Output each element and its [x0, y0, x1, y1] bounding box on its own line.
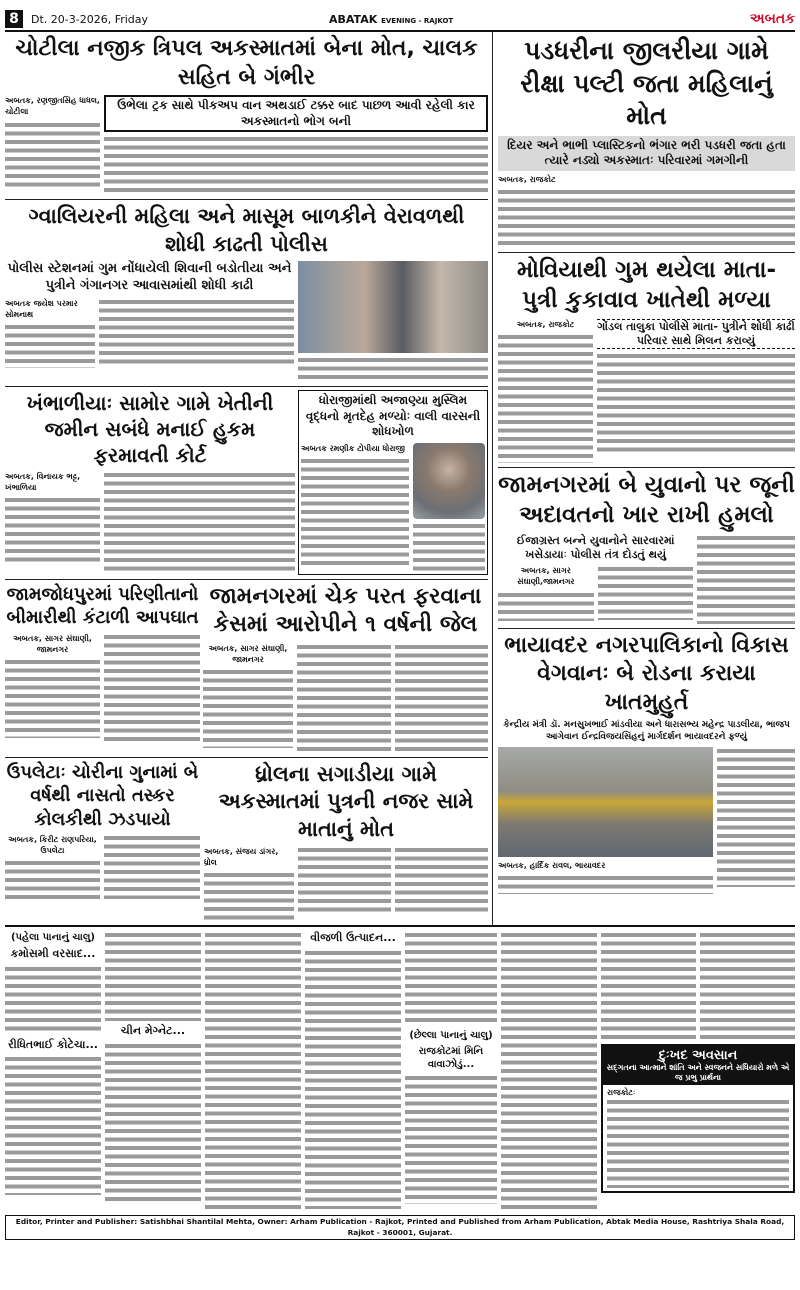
headline-dhoraji: ધોરાજીમાંથી અજાણ્યા મુસ્લિમ વૃદ્ધનો મૃતદેહ મળ્યોઃ વાલી વારસની શોધખોળ: [305, 392, 481, 439]
body-text: [205, 931, 301, 1211]
subhead-chotila: ઉભેલા ટ્રક સાથે પીકઅપ વાન અથડાઈ ટક્કર બાદ પાછળ આવી રહેલી કાર અકસ્માતનો ભોગ બની: [104, 95, 488, 132]
body-text: [5, 496, 100, 566]
continuation-title: રીધિતભાઈ કોટેચા...: [8, 1037, 98, 1051]
subhead-gwalior: પોલીસ સ્ટેશનમાં ગુમ નોંધાયેલી શિવાની બડોતીયા અને પુત્રીને ગંગાનગર આવાસમાંથી શોધી કાઢી: [7, 260, 292, 293]
body-text: [104, 633, 200, 743]
body-text: [298, 846, 391, 916]
body-text: [104, 135, 488, 195]
body-text: [501, 931, 597, 1211]
body-text: [5, 658, 100, 738]
story-dhrol: [204, 761, 488, 921]
body-text: [204, 871, 294, 921]
body-text: [697, 534, 795, 624]
body-text: [405, 1074, 497, 1204]
subhead-bhayavadar: કેન્દ્રીય મંત્રી ડૉ. મનસુખભાઈ માંડવીયા અને ધારાસભ્ય મહેન્દ્ર પાડલીયા, ભાજપ આગેવાન ઈન્દ્રવિજયસિંહનું માર્ગદર્શન ભાયાવદરને ફળ્યું: [503, 720, 790, 743]
headline-chotila: ચોટીલા નજીક ત્રિપલ અકસ્માતમાં બેના મોત, ચાલક સહિત બે ગંભીર: [15, 36, 478, 90]
body-text: [395, 643, 489, 753]
paper-title: ABATAK: [329, 12, 378, 26]
paper-name: [329, 13, 742, 26]
body-text: [99, 298, 294, 368]
body-text: [405, 931, 497, 1026]
byline-padadhari: અબતક, રાજકોટ: [498, 174, 556, 184]
body-text: [5, 859, 100, 899]
byline-jamjodhpur: અબતક, સાગર સંઘાણી, જામનગર: [13, 633, 92, 654]
subhead-jamnagar-attack: ઈજાગ્રસ્ત બન્ને યુવાનોને સારવારમાં ખસેડાયાઃ પોલીસ તંત્ર દોડતું થયું: [516, 533, 675, 561]
body-text: [498, 188, 795, 248]
body-text: [105, 1042, 201, 1202]
subhead-padadhari: દિયર અને ભાભી પ્લાસ્ટિકનો ભંગાર ભરી પડધરી જતા હતા ત્યારે નડ્યો અકસ્માતઃ પરિવારમાં ગમગીની: [498, 136, 795, 171]
body-text: [5, 1055, 101, 1195]
body-text: [598, 565, 694, 620]
body-text: [607, 1098, 789, 1188]
story-jamnagar-attack: [498, 468, 795, 629]
issue-date: Dt. 20-3-2026, Friday: [31, 12, 149, 26]
headline-jamjodhpur: જામજોધપુરમાં પરિણીતાનો બીમારીથી કંટાળી આપઘાત: [6, 583, 199, 629]
continuation-title: વીજળી ઉત્પાદન...: [310, 931, 396, 945]
byline-gwalior: અબતક જયેશ પરમાર સોમનાથ: [5, 298, 78, 319]
story-moviya: [498, 253, 795, 468]
story-chotila: [5, 32, 488, 200]
story-padadhari: [498, 32, 795, 253]
photo-road-ceremony: [498, 747, 713, 857]
body-text: [301, 457, 409, 567]
continuation-label: (છેલ્લા પાનાનું ચાલુ): [409, 1030, 493, 1042]
continuation-section: [5, 925, 795, 1211]
body-text: [105, 931, 201, 1021]
obituary-title: દુઃખદ અવસાન: [658, 1048, 738, 1064]
byline-chotila: અબતક, રણજીતસિંહ ધાધલ, ચોટીલા: [5, 96, 100, 117]
obituary-subtitle: સદ્ગતના આત્માને શાંતિ અને સ્વજનને સધિયારો મળે એ જ પ્રભુ પ્રાર્થના: [606, 1063, 790, 1083]
masthead: [5, 10, 795, 32]
subhead-moviya: ગોંડલ તાલુકા પોલીસે માતા- પુત્રીને શોધી કાઢી પરિવાર સાથે મિલન કરાવ્યું: [597, 319, 795, 350]
story-cheque: [203, 583, 488, 753]
body-text: [203, 668, 293, 748]
body-text: [597, 352, 795, 452]
row-jamjodhpur-cheque: [5, 580, 488, 758]
story-upleta: [5, 761, 200, 900]
body-text: [5, 121, 100, 191]
story-gwalior: [5, 200, 488, 387]
edition: EVENING - RAJKOT: [381, 16, 454, 25]
left-column: [5, 32, 493, 925]
byline-khambhaliya: અબતક, વિનાયક ભટ્ટ, ખંભાળિયા: [5, 471, 81, 493]
body-text: [717, 747, 795, 887]
headline-khambhaliya: ખંભાળીયાઃ સામોર ગામે ખેતીની જમીન સબંધે મનાઈ હુકમ ફરમાવતી કોર્ટ: [26, 390, 274, 467]
byline-upleta: અબતક, કિરીટ રાણપરિયા, ઉપલેટા: [8, 835, 97, 856]
obituary-lead: રાજકોટઃ: [607, 1088, 636, 1098]
byline-dhrol: અબતક, સંજય ડાંગર, ધ્રોલ: [204, 846, 279, 868]
headline-cheque: જામનગરમાં ચેક પરત ફરવાના કેસમાં આરોપીને ૧ વર્ષની જેલ: [209, 583, 482, 638]
story-khambhaliya: [5, 390, 295, 571]
body-text: [5, 323, 95, 368]
continuation-title: રાજકોટમાં મિનિ વાવાઝોડું...: [418, 1046, 484, 1071]
body-text: [5, 965, 101, 1035]
headline-padadhari: પડધરીના જીલરીયા ગામે રીક્ષા પલ્ટી જતા મહિલાનું મોત: [520, 36, 773, 130]
story-bhayavadar: [498, 629, 795, 894]
row-khambhaliya-dhoraji: [5, 387, 488, 580]
headline-gwalior: ગ્વાલિયરની મહિલા અને માસૂમ બાળકીને વેરાવળથી શોધી કાઢતી પોલીસ: [28, 204, 465, 256]
headline-upleta: ઉપલેટાઃ ચોરીના ગુનામાં બે વર્ષથી નાસતો તસ્કર કોલકીથી ઝડપાયો: [6, 761, 199, 830]
body-text: [305, 949, 401, 1209]
continuation-title: ચીન મેગ્નેટ...: [120, 1024, 186, 1038]
story-dhoraji: [298, 390, 488, 575]
body-text: [104, 834, 200, 899]
body-text: [498, 874, 713, 894]
body-text: [297, 643, 391, 753]
obituary-box: [601, 1044, 795, 1193]
logo: અબતક: [749, 11, 795, 27]
body-text: [498, 333, 593, 463]
body-text: [601, 931, 696, 1041]
photo-police-family: [298, 261, 488, 353]
byline-jamnagar-attack: અબતક, સાગર સંઘાણી,જામનગર: [517, 566, 575, 587]
page-number: 8: [5, 10, 23, 28]
byline-dhoraji: અબતક રમણીક ટોપીયા ધોરાજી: [301, 443, 405, 453]
photo-elderly-man: [413, 443, 485, 519]
headline-moviya: મોવિયાથી ગુમ થયેલા માતા- પુત્રી કુકાવાવ ખાતેથી મળ્યા: [516, 256, 777, 313]
body-text: [104, 471, 295, 571]
byline-bhayavadar: અબતક, હાર્દિક રાવલ, ભાયાવદર: [498, 860, 606, 870]
headline-bhayavadar: ભાયાવદર નગરપાલિકાનો વિકાસ વેગવાનઃ બે રોડના કરાયા ખાતમુહુર્ત: [504, 632, 789, 715]
headline-dhrol: ધ્રોલના સગાડીયા ગામે અકસ્માતમાં પુત્રની નજર સામે માતાનું મોત: [218, 761, 474, 841]
right-column: [493, 32, 795, 925]
byline-cheque: અબતક, સાગર સંઘાણી, જામનગર: [208, 643, 288, 665]
footer-imprint: Editor, Printer and Publisher: Satishbhai Shantilal Mehta, Owner: Arham Publication - Rajkot, Printed and Published from Arham Publication, Abtak Media House, Rashtriya Shala Road, Rajkot - 360001, Gujarat.: [5, 1215, 795, 1240]
row-upleta-dhrol: [5, 758, 488, 925]
continuation-label: (પહેલા પાનાનું ચાલુ): [10, 932, 95, 944]
body-text: [395, 846, 488, 916]
story-jamjodhpur: [5, 583, 200, 743]
body-text: [413, 522, 485, 572]
body-text: [498, 591, 594, 621]
body-text: [298, 356, 488, 382]
byline-moviya: અબતક, રાજકોટ: [516, 319, 575, 329]
continuation-title: કમોસમી વરસાદ...: [10, 947, 96, 961]
obituary-header: [603, 1046, 793, 1085]
body-text: [700, 931, 795, 1041]
headline-jamnagar-attack: જામનગરમાં બે યુવાનો પર જૂની અદાવતનો ખાર રાખી હુમલો: [498, 471, 795, 528]
